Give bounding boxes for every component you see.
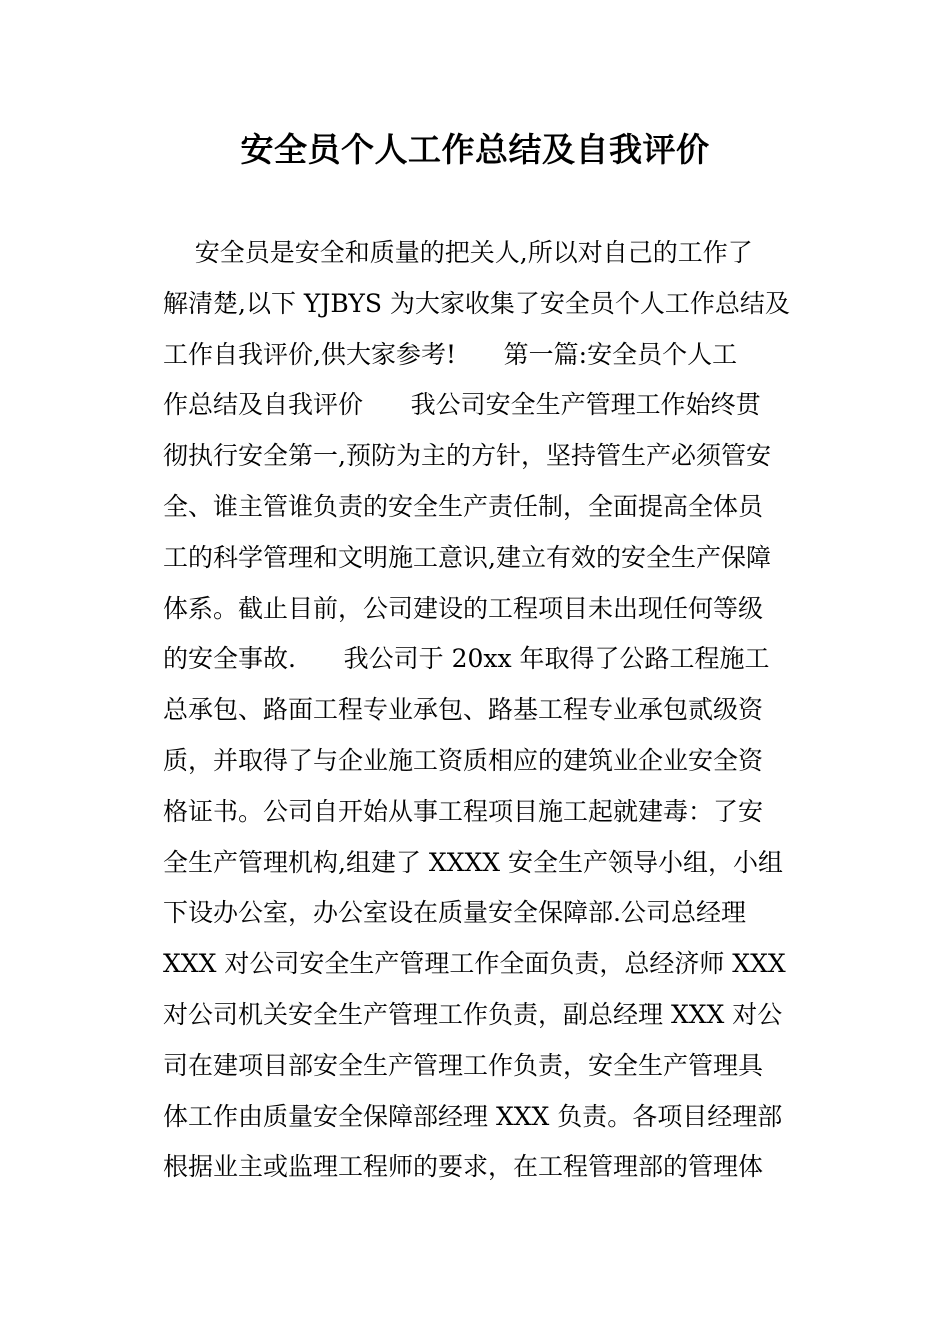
body-line: 总承包、路面工程专业承包、路基工程专业承包贰级资 [163, 695, 764, 725]
body-line: 彻执行安全第一,预防为主的方针，坚持管生产必须管安 [163, 441, 771, 471]
body-line: 全生产管理机构,组建了 XXXX 安全生产领导小组，小组 [163, 847, 784, 877]
body-line: 格证书。公司自开始从事工程项目施工起就建毒：了安 [163, 796, 764, 826]
body-line: 体工作由质量安全保障部经理 XXX 负责。各项目经理部 [163, 1101, 783, 1131]
body-line: 全、谁主管谁负责的安全生产责任制，全面提高全体员 [163, 491, 764, 521]
body-line: 工的科学管理和文明施工意识,建立有效的安全生产保障 [163, 542, 771, 572]
document-title: 安全员个人工作总结及自我评价 [240, 130, 710, 169]
body-line: 的安全事故. 我公司于 20xx 年取得了公路工程施工 [163, 644, 770, 674]
body-line: 下设办公室，办公室设在质量安全保障部.公司总经理 [163, 898, 746, 928]
body-line: 司在建项目部安全生产管理工作负责，安全生产管理具 [163, 1050, 764, 1080]
body-line: 安全员是安全和质量的把关人,所以对自己的工作了 [163, 238, 753, 267]
body-line: XXX 对公司安全生产管理工作全面负责，总经济师 XXX [163, 949, 786, 979]
body-line: 体系。截止目前，公司建设的工程项目未出现任何等级 [163, 593, 764, 623]
body-line: 作总结及自我评价 我公司安全生产管理工作始终贯 [163, 390, 761, 420]
body-line: 根据业主或监理工程师的要求，在工程管理部的管理体 [163, 1152, 764, 1182]
body-line: 质，并取得了与企业施工资质相应的建筑业企业安全资 [163, 745, 764, 775]
document-body [163, 228, 803, 1193]
body-line: 解清楚,以下 YJBYS 为大家收集了安全员个人工作总结及 [163, 288, 790, 318]
body-line: 对公司机关安全生产管理工作负责，副总经理 XXX 对公 [163, 999, 783, 1029]
body-line: 工作自我评价,供大家参考! 第一篇:安全员个人工 [163, 339, 738, 369]
